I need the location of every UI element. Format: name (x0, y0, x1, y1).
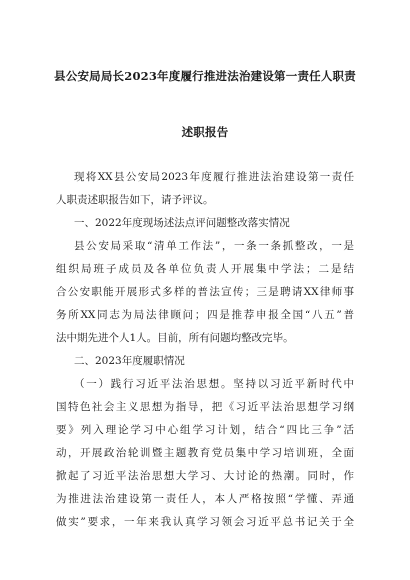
paragraph-line: 掀起了习近平法治思想大学习、大讨论的热潮。同时，作 (56, 470, 354, 482)
paragraph-line: 动，开展政治轮训暨主题教育党员集中学习培训班，全面 (56, 447, 354, 459)
paragraph-line: 合公安职能开展形式多样的普法宣传；三是聘请XX律师事 (56, 286, 354, 298)
paragraph-line: 人职责述职报告如下，请予评议。 (56, 194, 214, 206)
section-heading: 一、2022年度现场述法点评问题整改落实情况 (74, 217, 290, 229)
document-title: 县公安局局长2023年度履行推进法治建设第一责任人职责 (54, 69, 356, 83)
paragraph-line: 做实”要求，一年来我认真学习领会习近平总书记关于全 (56, 516, 354, 528)
paragraph-line: 组织局班子成员及各单位负责人开展集中学法；二是结 (56, 263, 354, 275)
paragraph-line: （一）践行习近平法治思想。坚持以习近平新时代中 (74, 378, 354, 390)
paragraph-line: 法中期先进个人1人。目前，所有问题均整改完毕。 (56, 332, 294, 344)
document-subtitle: 述职报告 (181, 125, 229, 139)
section-heading: 二、2023年度履职情况 (74, 355, 185, 367)
paragraph-line: 国特色社会主义思想为指导，把《习近平法治思想学习纲 (56, 401, 354, 413)
paragraph-line: 要》列入理论学习中心组学习计划，结合“四比三争”活 (56, 424, 354, 436)
paragraph-line: 现将XX县公安局2023年度履行推进法治建设第一责任 (74, 171, 354, 183)
paragraph-line: 务所XX同志为局法律顾问；四是推荐申报全国“八五”普 (56, 309, 354, 321)
paragraph-line: 县公安局采取“清单工作法”，一条一条抓整改，一是 (74, 240, 354, 252)
paragraph-line: 为推进法治建设第一责任人，本人严格按照“学懂、弄通 (56, 493, 354, 505)
